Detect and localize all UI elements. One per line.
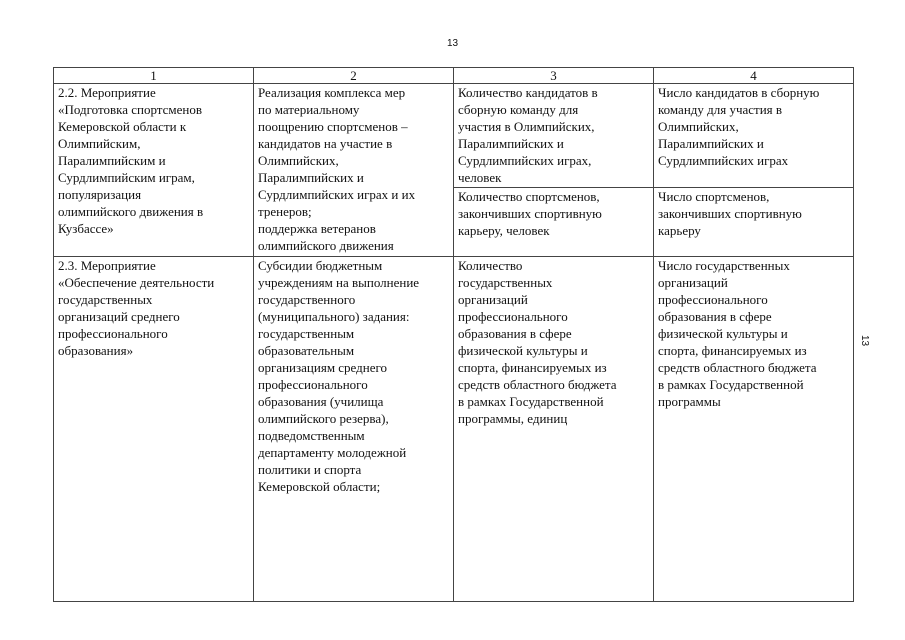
measure-2-3-indicator-line: организаций (458, 292, 528, 307)
indicator-retired-line: закончивших спортивную (458, 206, 602, 221)
measure-2-3-name-line: «Обеспечение деятельности (58, 275, 215, 290)
measure-2-3-metric-line: спорта, финансируемых из (658, 343, 807, 358)
measure-2-3-metric-line: Число государственных (658, 258, 790, 273)
measure-2-2-description-line: поддержка ветеранов (258, 221, 376, 236)
measure-2-3-name-line: образования» (58, 343, 134, 358)
metric-candidates-line: Паралимпийских и (658, 136, 764, 151)
measure-2-3-description-line: государственного (258, 292, 356, 307)
measure-2-2-name-line: олимпийского движения в (58, 204, 204, 219)
measure-2-3-description-cell (254, 257, 454, 602)
measure-2-3-description-line: организациям среднего (258, 360, 388, 375)
measure-2-2-name-line: 2.2. Мероприятие (58, 85, 156, 100)
measure-2-3-description-line: департаменту молодежной (258, 445, 407, 460)
indicator-retired-line: Количество спортсменов, (458, 189, 600, 204)
measure-2-3-metric-line: программы (658, 394, 721, 409)
measure-2-2-name-line: Сурдлимпийским играм, (58, 170, 195, 185)
measure-2-3-description-line: Кемеровской области; (258, 479, 381, 494)
metric-retired-line: Число спортсменов, (658, 189, 770, 204)
measure-2-2-metric-cell (654, 84, 854, 257)
measure-2-2-description-line: олимпийского движения (258, 238, 394, 253)
metric-candidates-line: команду для участия в (658, 102, 783, 117)
measure-2-3-description-line: политики и спорта (258, 462, 362, 477)
measure-2-3-name-line: профессионального (58, 326, 168, 341)
metric-candidates-block (658, 84, 849, 187)
measure-2-3-indicator-line: профессионального (458, 309, 568, 324)
measure-2-2-description-line: поощрению спортсменов – (258, 119, 408, 134)
measure-2-3-name-line: организаций среднего (58, 309, 180, 324)
measure-2-3-indicator-line: физической культуры и (458, 343, 588, 358)
metric-candidates-line: Олимпийских, (658, 119, 739, 134)
page-number-top: 13 (446, 38, 459, 49)
measure-2-2-description-line: Реализация комплекса мер (258, 85, 406, 100)
indicator-retired-block (458, 188, 649, 239)
measure-2-3-indicator-line: государственных (458, 275, 553, 290)
measure-2-3-metric-line: в рамках Государственной (658, 377, 804, 392)
measure-2-3-name-cell (54, 257, 254, 602)
measure-2-3-indicator-line: программы, единиц (458, 411, 568, 426)
measure-2-3-indicator-line: образования в сфере (458, 326, 572, 341)
indicator-candidates-line: Сурдлимпийских играх, (458, 153, 592, 168)
indicator-candidates-line: сборную команду для (458, 102, 579, 117)
measure-2-2-description-cell (254, 84, 454, 257)
measure-2-2-name-line: популяризация (58, 187, 142, 202)
measure-2-3-indicator-line: средств областного бюджета (458, 377, 617, 392)
measure-2-3-metric-line: образования в сфере (658, 309, 772, 324)
measure-2-3-indicator-line: спорта, финансируемых из (458, 360, 607, 375)
column-header-2: 2 (254, 68, 454, 84)
measure-2-3-metric-line: организаций (658, 275, 728, 290)
column-header-4: 4 (654, 68, 854, 84)
measure-2-2-description-line: Сурдлимпийских играх и их (258, 187, 416, 202)
measure-2-2-name-line: Кемеровской области к (58, 119, 187, 134)
measure-2-3-name-line: 2.3. Мероприятие (58, 258, 156, 273)
measure-2-3-metric-line: средств областного бюджета (658, 360, 817, 375)
indicator-candidates-block (458, 84, 649, 187)
measure-2-3-indicator-cell (454, 257, 654, 602)
page-number-side: 13 (859, 335, 870, 347)
measures-table (53, 67, 854, 602)
measure-2-2-description-line: кандидатов на участие в (258, 136, 393, 151)
measure-2-3-description-line: профессионального (258, 377, 368, 392)
table-row-2-2 (54, 84, 854, 257)
measure-2-2-name-line: «Подготовка спортсменов (58, 102, 203, 117)
measure-2-3-description-line: подведомственным (258, 428, 365, 443)
column-header-3: 3 (454, 68, 654, 84)
measure-2-3-indicator-line: Количество (458, 258, 523, 273)
measure-2-3-metric-cell (654, 257, 854, 602)
indicator-retired-line: карьеру, человек (458, 223, 550, 238)
measure-2-2-description-line: Паралимпийских и (258, 170, 364, 185)
metric-candidates-line: Число кандидатов в сборную (658, 85, 820, 100)
measure-2-3-metric-line: профессионального (658, 292, 768, 307)
measure-2-3-name-line: государственных (58, 292, 153, 307)
measure-2-3-description-line: учреждениям на выполнение (258, 275, 420, 290)
measure-2-3-description-line: государственным (258, 326, 355, 341)
measure-2-3-indicator-line: в рамках Государственной (458, 394, 604, 409)
measure-2-2-description-line: тренеров; (258, 204, 312, 219)
table-row-2-3 (54, 257, 854, 602)
measure-2-2-indicator-cell (454, 84, 654, 257)
measure-2-3-description-line: (муниципального) задания: (258, 309, 410, 324)
measure-2-2-name-line: Кузбассе» (58, 221, 114, 236)
indicator-candidates-line: Количество кандидатов в (458, 85, 598, 100)
measure-2-3-metric-line: физической культуры и (658, 326, 788, 341)
measure-2-2-description-line: Олимпийских, (258, 153, 339, 168)
measure-2-2-name-line: Паралимпийским и (58, 153, 166, 168)
measure-2-2-name-line: Олимпийским, (58, 136, 141, 151)
indicator-candidates-line: человек (458, 170, 502, 185)
measure-2-3-description-line: образовательным (258, 343, 355, 358)
measure-2-3-description-line: олимпийского резерва), (258, 411, 389, 426)
metric-retired-line: карьеру (658, 223, 701, 238)
measure-2-2-description-line: по материальному (258, 102, 360, 117)
measure-2-2-name-cell (54, 84, 254, 257)
column-header-1: 1 (54, 68, 254, 84)
metric-retired-block (658, 188, 849, 239)
metric-retired-line: закончивших спортивную (658, 206, 802, 221)
indicator-candidates-line: участия в Олимпийских, (458, 119, 595, 134)
measure-2-3-description-line: образования (училища (258, 394, 384, 409)
table-header-row (54, 68, 854, 84)
measure-2-3-description-line: Субсидии бюджетным (258, 258, 383, 273)
metric-candidates-line: Сурдлимпийских играх (658, 153, 789, 168)
indicator-candidates-line: Паралимпийских и (458, 136, 564, 151)
